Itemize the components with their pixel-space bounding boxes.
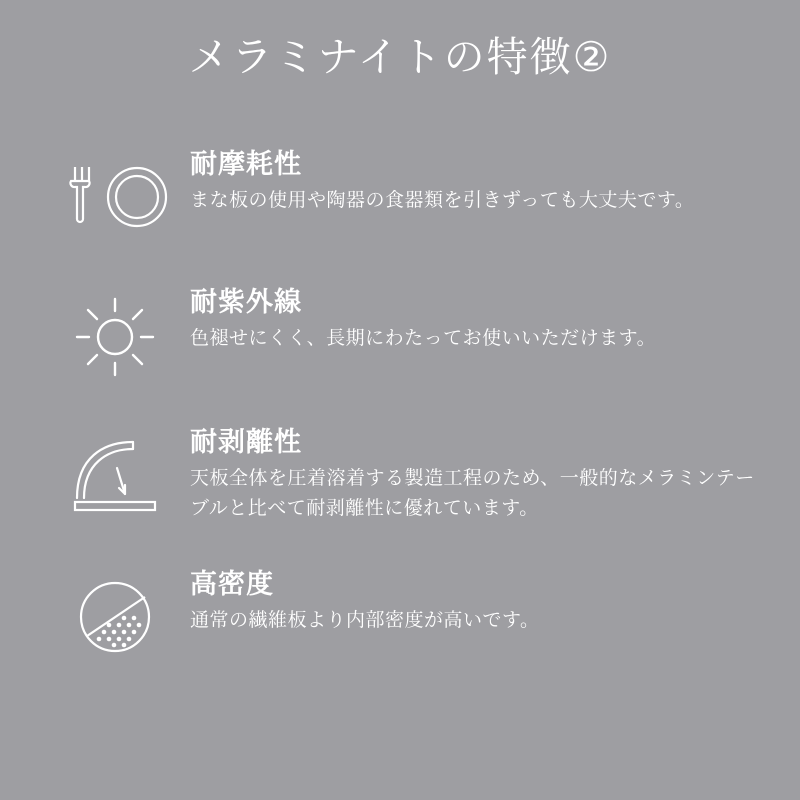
feature-title: 耐紫外線: [190, 287, 302, 317]
feature-item: [0, 142, 800, 252]
feature-description: まな板の使用や陶器の食器類を引きずっても大丈夫です。: [190, 190, 695, 212]
sun-icon: [40, 280, 190, 390]
feature-description: 色褪せにくく、長期にわたってお使いいただけます。: [190, 328, 657, 350]
feature-title: 高密度: [190, 569, 274, 599]
feature-title: 耐剥離性: [190, 427, 302, 457]
feature-text: [190, 280, 760, 354]
density-circle-icon: [40, 562, 190, 672]
feature-text: [190, 420, 760, 523]
page-title: メラミナイトの特徴②: [188, 34, 612, 80]
feature-title: 耐摩耗性: [190, 149, 302, 179]
feature-description: 通常の繊維板より内部密度が高いです。: [190, 610, 540, 632]
feature-description: 天板全体を圧着溶着する製造工程のため、一般的なメラミンテーブルと比べて耐剥離性に優れています。: [190, 468, 755, 519]
feature-text: [190, 562, 760, 636]
peeling-layer-icon: [40, 420, 190, 530]
fork-and-plate-icon: [40, 142, 190, 252]
feature-item: [0, 280, 800, 390]
feature-item: [0, 420, 800, 530]
feature-item: [0, 562, 800, 672]
feature-text: [190, 142, 760, 216]
feature-list: [0, 140, 800, 690]
